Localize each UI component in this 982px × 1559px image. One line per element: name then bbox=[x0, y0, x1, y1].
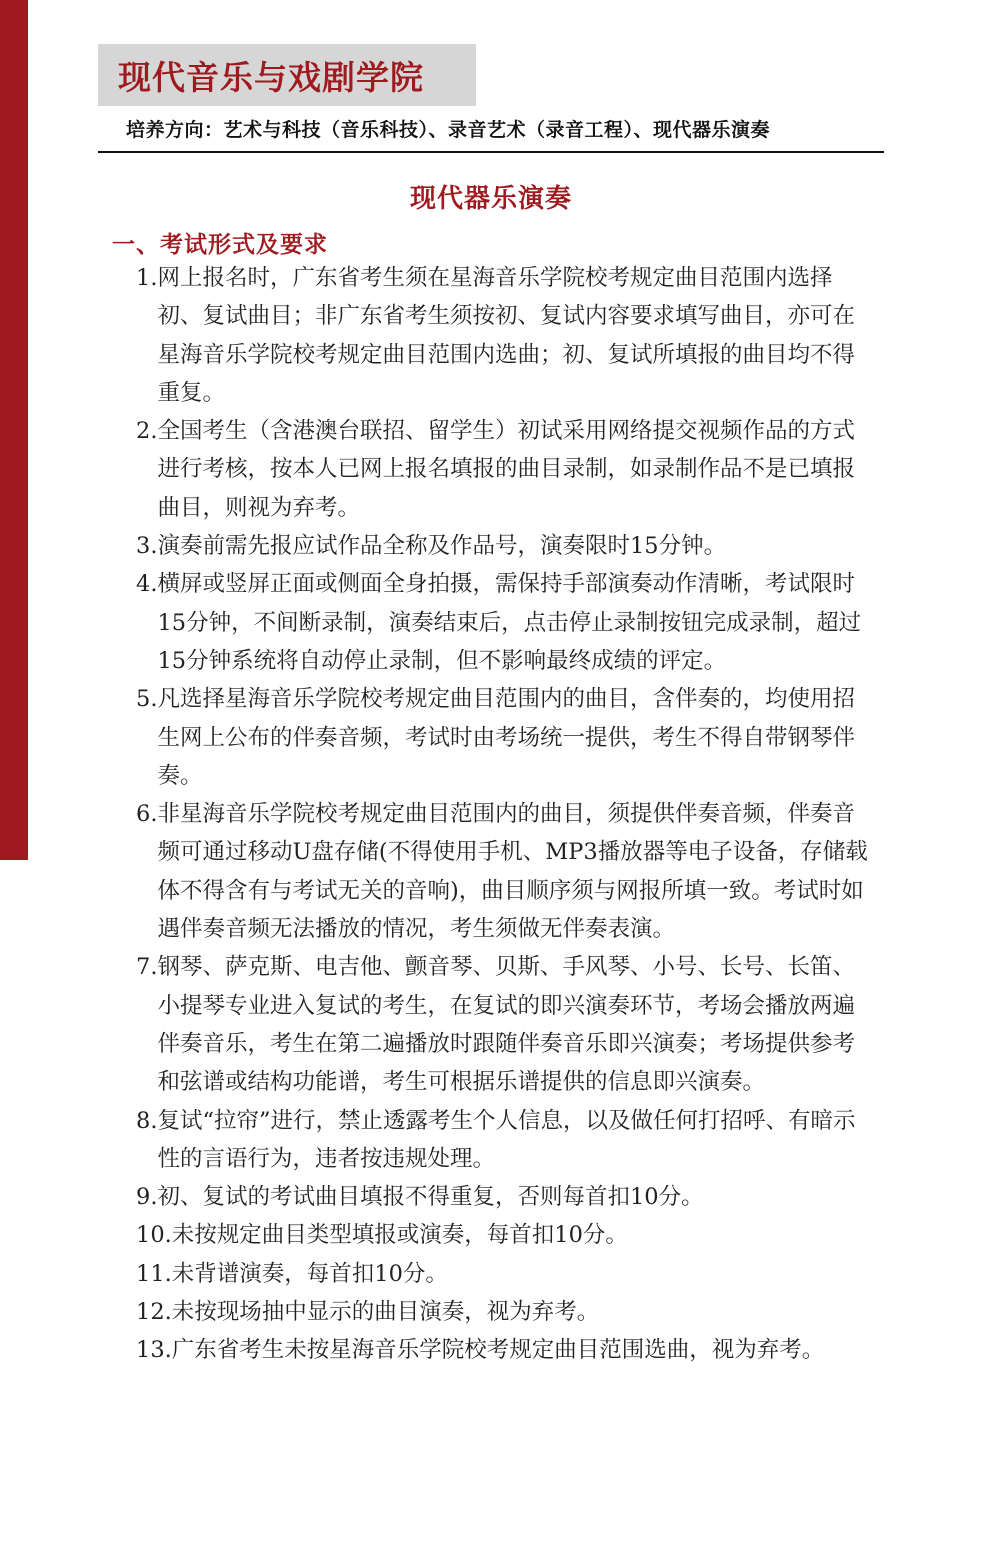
rule-number: 10. bbox=[136, 1222, 172, 1249]
rule-text: 未背谱演奏，每首扣10分。 bbox=[171, 1260, 448, 1287]
rule-text: 网上报名时，广东省考生须在星海音乐学院校考规定曲目范围内选择初、复试曲目；非广东省考生须按初、复试内容要求填写曲目，亦可在星海音乐学院校考规定曲目范围内选曲；初、复试所填报的曲目均不得重复。 bbox=[157, 265, 855, 406]
rule-number: 4. bbox=[136, 571, 158, 598]
college-title: 现代音乐与戏剧学院 bbox=[118, 57, 424, 97]
college-title-box bbox=[98, 44, 476, 106]
header-divider bbox=[98, 151, 884, 153]
rule-number: 7. bbox=[136, 954, 158, 981]
section-heading: 一、考试形式及要求 bbox=[112, 231, 328, 258]
rule-text: 初、复试的考试曲目填报不得重复，否则每首扣10分。 bbox=[157, 1184, 704, 1211]
rule-text: 演奏前需先报应试作品全称及作品号，演奏限时15分钟。 bbox=[157, 533, 727, 560]
side-accent-bar bbox=[0, 0, 28, 860]
rule-number: 8. bbox=[136, 1107, 158, 1134]
rule-text: 横屏或竖屏正面或侧面全身拍摄，需保持手部演奏动作清晰，考试限时15分钟，不间断录制，演奏结束后，点击停止录制按钮完成录制，超过15分钟系统将自动停止录制，但不影响最终成绩的评定。 bbox=[157, 571, 862, 674]
rule-number: 6. bbox=[136, 801, 158, 828]
rule-text: 广东省考生未按星海音乐学院校考规定曲目范围选曲，视为弃考。 bbox=[171, 1337, 825, 1364]
section-title: 现代器乐演奏 bbox=[409, 184, 572, 214]
rule-item bbox=[136, 1178, 871, 1216]
rule-text: 复试“拉帘”进行，禁止透露考生个人信息，以及做任何打招呼、有暗示性的言语行为，违者按违规处理。 bbox=[157, 1107, 856, 1172]
rule-text: 钢琴、萨克斯、电吉他、颤音琴、贝斯、手风琴、小号、长号、长笛、小提琴专业进入复试的考生，在复试的即兴演奏环节，考场会播放两遍伴奏音乐，考生在第二遍播放时跟随伴奏音乐即兴演奏；考场提供参考和弦谱或结构功能谱，考生可根据乐谱提供的信息即兴演奏。 bbox=[157, 954, 855, 1096]
rule-number: 11. bbox=[136, 1260, 172, 1287]
rule-number: 1. bbox=[136, 265, 158, 291]
rule-item bbox=[136, 1255, 871, 1293]
rule-item bbox=[136, 680, 871, 795]
rule-item bbox=[136, 1102, 871, 1179]
rule-number: 12. bbox=[136, 1299, 172, 1326]
rule-number: 13. bbox=[136, 1337, 172, 1364]
rule-text: 非星海音乐学院校考规定曲目范围内的曲目，须提供伴奏音频，伴奏音频可通过移动U盘存储(不得使用手机、MP3播放器等电子设备，存储载体不得含有与考试无关的音响)，曲目顺序须与网报所填一致。考试时如遇伴奏音频无法播放的情况，考生须做无伴奏表演。 bbox=[157, 801, 868, 943]
rule-item bbox=[136, 1293, 871, 1331]
rule-item bbox=[136, 1331, 871, 1369]
rule-number: 3. bbox=[136, 533, 158, 560]
training-directions: 培养方向：艺术与科技（音乐科技）、录音艺术（录音工程）、现代器乐演奏 bbox=[126, 119, 771, 141]
rule-item bbox=[136, 1216, 871, 1254]
rule-text: 未按现场抽中显示的曲目演奏，视为弃考。 bbox=[171, 1299, 600, 1326]
rule-text: 未按规定曲目类型填报或演奏，每首扣10分。 bbox=[171, 1222, 628, 1249]
rule-item bbox=[136, 412, 871, 527]
rule-number: 9. bbox=[136, 1184, 158, 1211]
rule-number: 2. bbox=[136, 418, 158, 445]
rule-item bbox=[136, 795, 871, 948]
rule-text: 凡选择星海音乐学院校考规定曲目范围内的曲目，含伴奏的，均使用招生网上公布的伴奏音频，考试时由考场统一提供，考生不得自带钢琴伴奏。 bbox=[157, 686, 855, 789]
rules-list bbox=[136, 259, 871, 1370]
rule-item bbox=[136, 565, 871, 680]
rule-item bbox=[136, 948, 871, 1101]
rule-text: 全国考生（含港澳台联招、留学生）初试采用网络提交视频作品的方式进行考核，按本人已网上报名填报的曲目录制，如录制作品不是已填报曲目，则视为弃考。 bbox=[157, 418, 855, 521]
rule-item bbox=[136, 259, 871, 412]
rule-number: 5. bbox=[136, 686, 158, 713]
rule-item bbox=[136, 527, 871, 565]
